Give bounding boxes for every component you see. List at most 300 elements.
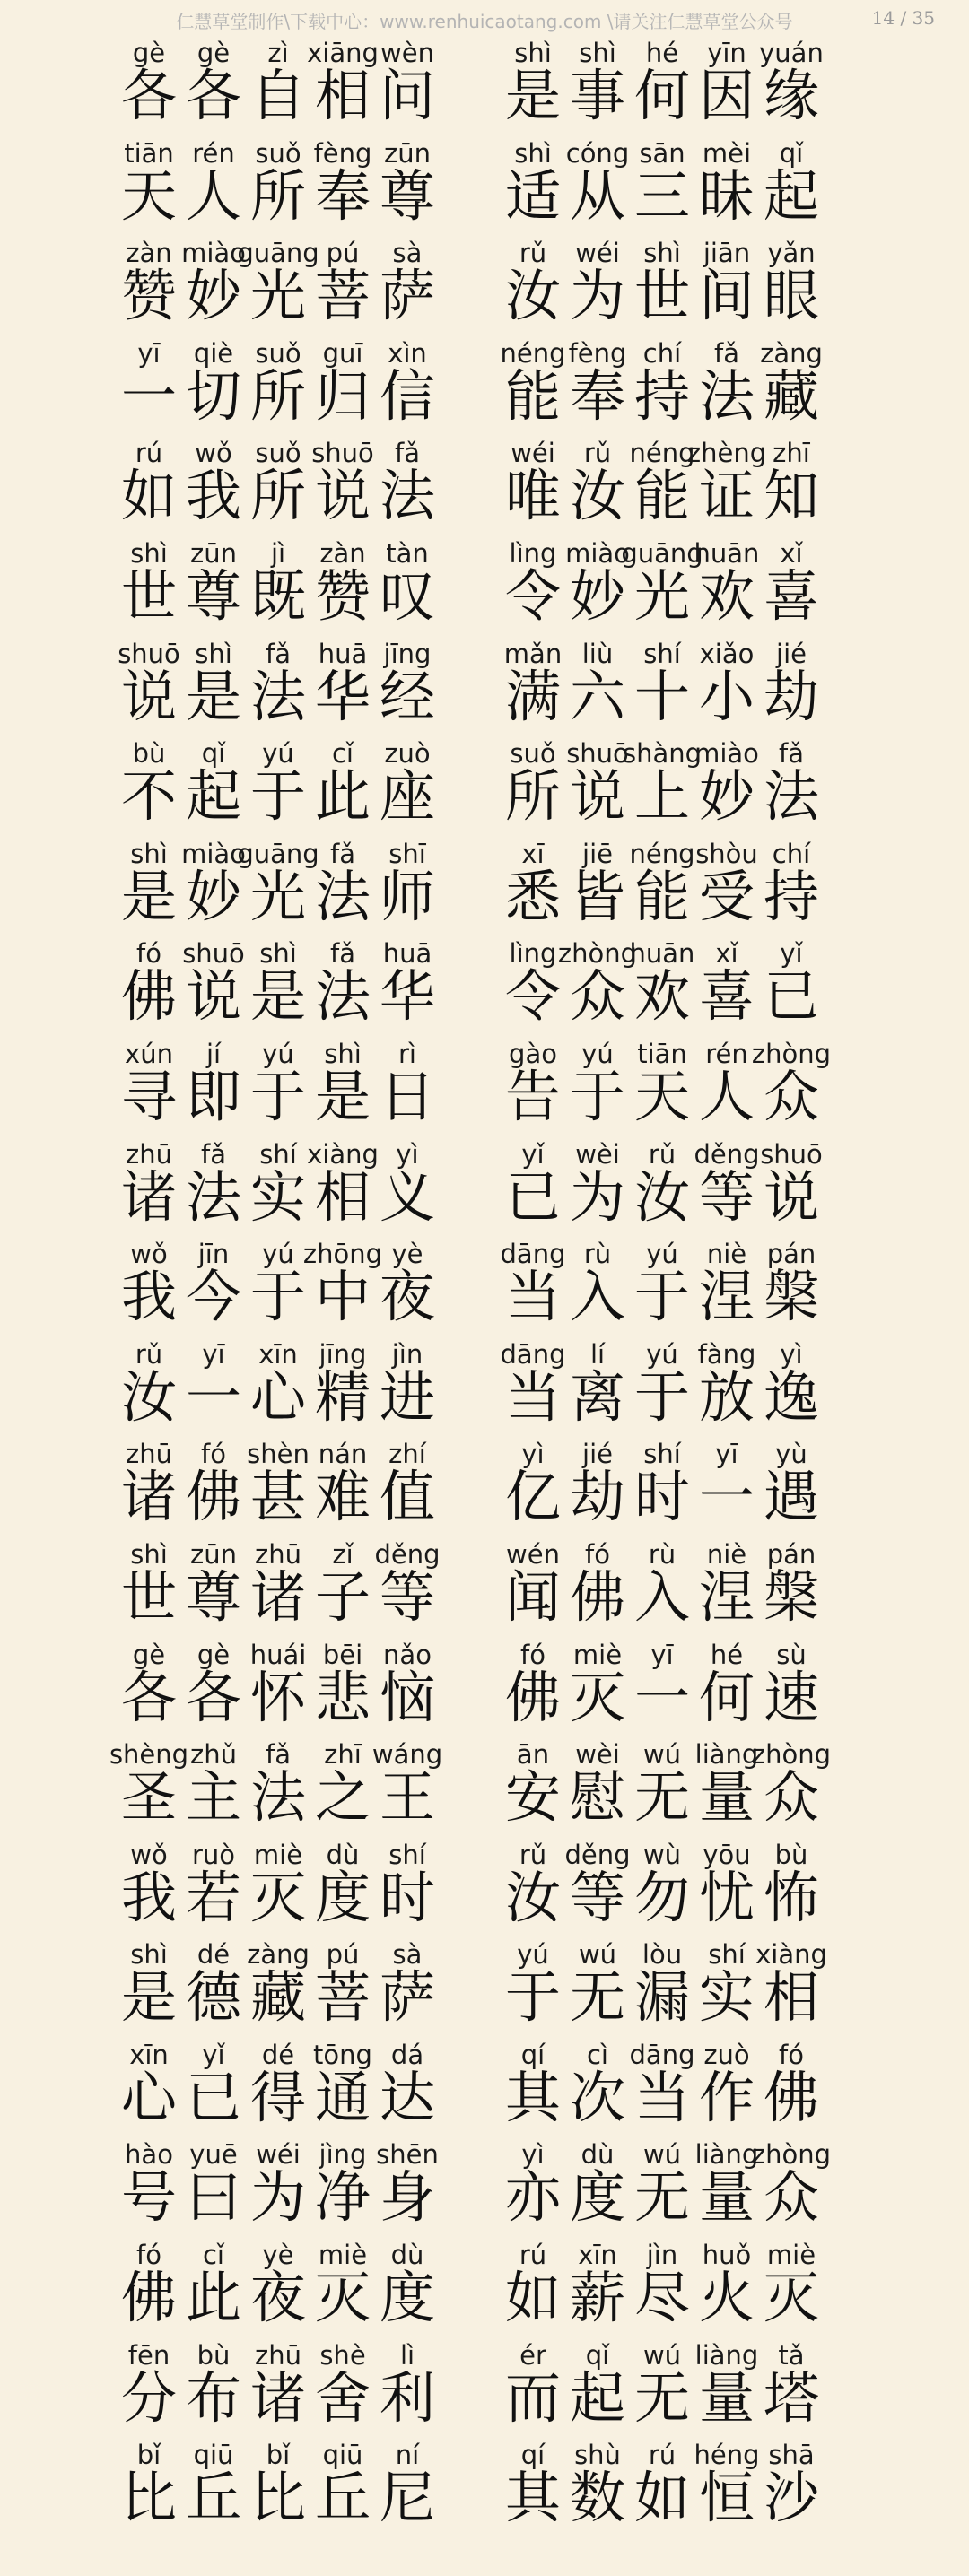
- hanzi: 尼: [379, 2465, 435, 2531]
- character-cell: [759, 835, 824, 936]
- pinyin: bù: [196, 2339, 231, 2371]
- pinyin: shòu: [695, 838, 758, 869]
- pinyin: zhòng: [751, 2139, 832, 2171]
- hanzi: 寻: [120, 1063, 177, 1129]
- character-cell: [751, 1035, 832, 1136]
- pinyin: wú: [578, 1939, 617, 1971]
- hanzi: 问: [379, 63, 435, 128]
- hanzi: 日: [379, 1063, 435, 1129]
- hanzi: 恒: [698, 2465, 755, 2531]
- hanzi: 各: [120, 63, 177, 128]
- pinyin: zhòng: [751, 1739, 832, 1771]
- hanzi: 悲: [314, 1664, 371, 1730]
- pinyin: yī: [650, 1639, 674, 1670]
- pinyin: fó: [520, 1639, 546, 1670]
- hanzi: 王: [379, 1764, 435, 1831]
- hanzi: 时: [379, 1864, 435, 1930]
- hanzi: 无: [633, 1764, 690, 1831]
- hanzi: 奉: [569, 362, 625, 429]
- pinyin: nǎo: [383, 1639, 432, 1670]
- hanzi: 已: [763, 963, 819, 1030]
- pinyin: fó: [201, 1439, 226, 1470]
- pinyin: yè: [391, 1239, 423, 1270]
- verse-right-phrase: [501, 1936, 827, 2036]
- pinyin: suǒ: [255, 438, 301, 469]
- pinyin: dù: [326, 1839, 360, 1870]
- pinyin: shuō: [760, 1138, 823, 1170]
- hanzi: 中: [314, 1264, 371, 1330]
- hanzi: 法: [698, 362, 755, 429]
- pinyin: miè: [318, 2240, 368, 2271]
- pinyin: dé: [196, 1939, 231, 1971]
- hanzi: 即: [185, 1063, 241, 1129]
- pinyin: xīn: [129, 2039, 169, 2070]
- verse-left-phrase: [117, 935, 440, 1035]
- pinyin: rǔ: [583, 438, 612, 469]
- hanzi: 于: [504, 1964, 561, 2031]
- character-cell: [759, 434, 824, 535]
- verse-left-phrase: [117, 2036, 440, 2137]
- hanzi: 槃: [763, 1264, 819, 1330]
- hanzi: 光: [249, 863, 306, 929]
- hanzi: 塔: [763, 2364, 819, 2431]
- hanzi: 所: [249, 362, 306, 429]
- verse-left-phrase: [117, 1836, 440, 1936]
- hanzi: 所: [504, 763, 561, 830]
- verse-right-phrase: [501, 2436, 824, 2537]
- hanzi: 当: [633, 2064, 690, 2130]
- hanzi: 遇: [763, 1464, 819, 1530]
- pinyin: pú: [326, 1939, 360, 1971]
- verse-right-phrase: [501, 34, 824, 135]
- page-indicator: 14 / 35: [871, 7, 935, 29]
- verse-line: [0, 234, 969, 335]
- pinyin: jīng: [319, 1338, 367, 1370]
- hanzi: 丘: [185, 2465, 241, 2531]
- hanzi: 汝: [120, 1363, 177, 1430]
- verse-left-phrase: [117, 835, 440, 936]
- pinyin: wú: [642, 2339, 682, 2371]
- pinyin: shì: [324, 1038, 362, 1069]
- hanzi: 悉: [504, 863, 561, 929]
- pinyin: zǐ: [332, 1538, 354, 1570]
- pinyin: liù: [581, 638, 614, 669]
- hanzi: 汝: [569, 463, 625, 529]
- hanzi: 切: [185, 362, 241, 429]
- hanzi: 作: [698, 2064, 755, 2130]
- verse-left-phrase: [117, 1435, 440, 1536]
- hanzi: 说: [314, 463, 371, 529]
- character-cell: [375, 2036, 440, 2137]
- character-cell: [375, 234, 440, 335]
- pinyin: fǎ: [266, 638, 291, 669]
- hanzi: 叹: [379, 562, 435, 629]
- character-cell: [751, 2136, 832, 2236]
- character-cell: [375, 2337, 440, 2437]
- pinyin: gào: [509, 1038, 557, 1069]
- hanzi: 薪: [569, 2265, 625, 2331]
- hanzi: 勿: [633, 1864, 690, 1930]
- hanzi: 曰: [185, 2164, 241, 2231]
- pinyin: chí: [642, 337, 682, 369]
- pinyin: wú: [642, 2139, 682, 2171]
- hanzi: 我: [120, 1264, 177, 1330]
- hanzi: 度: [379, 2265, 435, 2331]
- hanzi: 无: [569, 1964, 625, 2031]
- pinyin: wéi: [256, 2139, 301, 2171]
- hanzi: 闻: [504, 1563, 561, 1630]
- character-cell: [759, 2036, 824, 2137]
- pinyin: guāng: [237, 238, 319, 269]
- hanzi: 时: [633, 1464, 690, 1530]
- pinyin: rù: [648, 1538, 677, 1570]
- pinyin: néng: [629, 838, 695, 869]
- pinyin: shā: [768, 2440, 815, 2471]
- pinyin: rú: [648, 2440, 677, 2471]
- hanzi: 值: [379, 1464, 435, 1530]
- pinyin: shuō: [566, 738, 629, 770]
- hanzi: 佛: [504, 1664, 561, 1730]
- hanzi: 怀: [249, 1664, 306, 1730]
- pinyin: shēn: [376, 2139, 439, 2171]
- pinyin: yǐ: [780, 938, 803, 970]
- pinyin: hé: [645, 38, 679, 68]
- verse-line: [0, 1536, 969, 1636]
- hanzi: 今: [185, 1264, 241, 1330]
- hanzi: 亦: [504, 2164, 561, 2231]
- pinyin: rǔ: [519, 238, 547, 269]
- pinyin: qí: [520, 2039, 546, 2070]
- character-cell: [375, 1136, 440, 1236]
- hanzi: 是: [504, 63, 561, 128]
- pinyin: wǒ: [195, 438, 232, 469]
- hanzi: 信: [379, 362, 435, 429]
- verse-right-phrase: [501, 1235, 824, 1336]
- hanzi: 藏: [763, 362, 819, 429]
- pinyin: yè: [262, 2240, 294, 2271]
- pinyin: shì: [130, 537, 168, 569]
- pinyin: jìn: [391, 1338, 423, 1370]
- pinyin: sà: [392, 238, 423, 269]
- character-cell: [375, 735, 440, 835]
- pinyin: jí: [205, 1038, 222, 1069]
- pinyin: pán: [766, 1538, 816, 1570]
- verse-left-phrase: [117, 1536, 440, 1636]
- pinyin: shí: [388, 1839, 426, 1870]
- pinyin: zàn: [126, 238, 172, 269]
- pinyin: wú: [642, 1739, 682, 1771]
- pinyin: guāng: [621, 537, 703, 569]
- hanzi: 令: [504, 562, 561, 629]
- verse-right-phrase: [501, 135, 824, 235]
- hanzi: 是: [249, 963, 306, 1030]
- pinyin: zhī: [773, 438, 810, 469]
- verse-right-phrase: [501, 1536, 824, 1636]
- verse-right-phrase: [501, 2036, 824, 2137]
- pinyin: chí: [772, 838, 811, 869]
- pinyin: zhòng: [751, 1038, 832, 1069]
- pinyin: wèi: [575, 1739, 620, 1771]
- verse-line: [0, 2236, 969, 2337]
- hanzi: 因: [698, 63, 755, 128]
- hanzi: 归: [314, 362, 371, 429]
- verse-right-phrase: [501, 735, 824, 835]
- hanzi: 此: [185, 2265, 241, 2331]
- pinyin: jiān: [703, 238, 751, 269]
- pinyin: zūn: [190, 537, 237, 569]
- character-cell: [375, 1035, 440, 1136]
- pinyin: wù: [642, 1839, 682, 1870]
- hanzi: 萨: [379, 1964, 435, 2031]
- pinyin: fǎ: [779, 738, 804, 770]
- pinyin: yī: [137, 337, 161, 369]
- hanzi: 身: [379, 2164, 435, 2231]
- pinyin: zhī: [324, 1739, 362, 1771]
- hanzi: 佛: [120, 2265, 177, 2331]
- hanzi: 如: [120, 463, 177, 529]
- hanzi: 世: [633, 263, 690, 329]
- hanzi: 舍: [314, 2364, 371, 2431]
- pinyin: dé: [261, 2039, 295, 2070]
- verse-right-phrase: [501, 2136, 832, 2236]
- pinyin: niè: [706, 1239, 747, 1270]
- pinyin: tōng: [313, 2039, 372, 2070]
- pinyin: yǎn: [767, 238, 816, 269]
- pinyin: yì: [396, 1138, 419, 1170]
- verse-right-phrase: [501, 234, 824, 335]
- pinyin: wǒ: [130, 1839, 168, 1870]
- pinyin: yōu: [703, 1839, 751, 1870]
- pinyin: děng: [374, 1538, 441, 1570]
- pinyin: děng: [564, 1839, 631, 1870]
- pinyin: zūn: [190, 1538, 237, 1570]
- hanzi: 涅: [698, 1563, 755, 1630]
- hanzi: 主: [185, 1764, 241, 1831]
- character-cell: [375, 2436, 440, 2537]
- character-cell: [759, 935, 824, 1035]
- pinyin: xī: [521, 838, 545, 869]
- hanzi: 槃: [763, 1563, 819, 1630]
- character-cell: [759, 2337, 824, 2437]
- hanzi: 菩: [314, 263, 371, 329]
- character-cell: [375, 2236, 440, 2337]
- character-cell: [759, 1536, 824, 1636]
- verse-right-phrase: [501, 1435, 824, 1536]
- hanzi: 于: [249, 1063, 306, 1129]
- hanzi: 十: [633, 663, 690, 729]
- hanzi: 赞: [120, 263, 177, 329]
- pinyin: shì: [130, 1538, 168, 1570]
- hanzi: 已: [504, 1163, 561, 1230]
- pinyin: fó: [136, 938, 162, 970]
- pinyin: zhū: [126, 1138, 172, 1170]
- character-cell: [759, 1136, 824, 1236]
- pinyin: jīng: [383, 638, 432, 669]
- verse-left-phrase: [117, 1336, 440, 1436]
- hanzi: 萨: [379, 263, 435, 329]
- hanzi: 入: [633, 1563, 690, 1630]
- hanzi: 缘: [763, 63, 819, 128]
- pinyin: tiān: [637, 1038, 687, 1069]
- hanzi: 能: [633, 463, 690, 529]
- pinyin: zhū: [255, 2339, 301, 2371]
- verse-line: [0, 2036, 969, 2137]
- character-cell: [759, 2236, 824, 2337]
- pinyin: yuán: [759, 38, 824, 68]
- hanzi: 号: [120, 2164, 177, 2231]
- character-cell: [375, 335, 440, 435]
- hanzi: 等: [569, 1864, 625, 1930]
- hanzi: 劫: [763, 663, 819, 729]
- pinyin: huā: [382, 938, 432, 970]
- hanzi: 灭: [763, 2265, 819, 2331]
- pinyin: qǐ: [779, 137, 804, 169]
- pinyin: yì: [521, 1439, 545, 1470]
- verse-line: [0, 135, 969, 235]
- hanzi: 心: [120, 2064, 177, 2130]
- verse-right-phrase: [501, 1035, 832, 1136]
- character-cell: [759, 1235, 824, 1336]
- pinyin: cǐ: [202, 2240, 224, 2271]
- hanzi: 安: [504, 1764, 561, 1831]
- hanzi: 欢: [633, 963, 690, 1030]
- verse-left-phrase: [117, 34, 440, 135]
- hanzi: 灭: [249, 1864, 306, 1930]
- hanzi: 是: [120, 1964, 177, 2031]
- pinyin: néng: [629, 438, 695, 469]
- hanzi: 进: [379, 1363, 435, 1430]
- hanzi: 次: [569, 2064, 625, 2130]
- pinyin: yì: [780, 1338, 803, 1370]
- character-cell: [759, 2436, 824, 2537]
- verse-line: [0, 835, 969, 936]
- hanzi: 世: [120, 562, 177, 629]
- pinyin: dù: [390, 2240, 424, 2271]
- pinyin: wèi: [575, 1138, 620, 1170]
- hanzi: 放: [698, 1363, 755, 1430]
- verse-right-phrase: [501, 1336, 824, 1436]
- hanzi: 我: [120, 1864, 177, 1930]
- pinyin: tǎ: [778, 2339, 805, 2371]
- verse-line: [0, 2136, 969, 2236]
- hanzi: 一: [120, 362, 177, 429]
- verse-line: [0, 735, 969, 835]
- pinyin: fǎ: [714, 337, 739, 369]
- pinyin: suǒ: [255, 137, 301, 169]
- verse-line: [0, 1435, 969, 1536]
- hanzi: 比: [249, 2465, 306, 2531]
- verse-line: [0, 1636, 969, 1736]
- verse-right-phrase: [501, 434, 824, 535]
- verse-left-phrase: [117, 2436, 440, 2537]
- pinyin: jié: [582, 1439, 613, 1470]
- verse-line: [0, 1736, 969, 1836]
- pinyin: ér: [519, 2339, 546, 2371]
- hanzi: 唯: [504, 463, 561, 529]
- pinyin: zhǔ: [190, 1739, 237, 1771]
- pinyin: miào: [694, 738, 759, 770]
- verse-line: [0, 1035, 969, 1136]
- pinyin: shuō: [182, 938, 245, 970]
- hanzi: 起: [763, 162, 819, 229]
- hanzi: 量: [698, 2164, 755, 2231]
- pinyin: néng: [500, 337, 566, 369]
- pinyin: liàng: [694, 2339, 759, 2371]
- pinyin: fǎ: [330, 938, 355, 970]
- hanzi: 法: [249, 1764, 306, 1831]
- hanzi: 分: [120, 2364, 177, 2431]
- verse-right-phrase: [501, 635, 824, 735]
- pinyin: dāng: [500, 1239, 566, 1270]
- pinyin: huān: [694, 537, 760, 569]
- hanzi: 比: [120, 2465, 177, 2531]
- pinyin: miè: [572, 1639, 623, 1670]
- pinyin: zhōng: [302, 1239, 383, 1270]
- hanzi: 为: [249, 2164, 306, 2231]
- hanzi: 藏: [249, 1964, 306, 2031]
- pinyin: huǒ: [702, 2240, 752, 2271]
- pinyin: cì: [586, 2039, 608, 2070]
- hanzi: 华: [379, 963, 435, 1030]
- pinyin: shí: [643, 638, 681, 669]
- hanzi: 说: [185, 963, 241, 1030]
- pinyin: yì: [521, 2139, 545, 2171]
- hanzi: 光: [249, 263, 306, 329]
- pinyin: shì: [643, 238, 681, 269]
- pinyin: rén: [705, 1038, 748, 1069]
- pinyin: nán: [318, 1439, 368, 1470]
- pinyin: miào: [565, 537, 630, 569]
- hanzi: 恼: [379, 1664, 435, 1730]
- pinyin: bù: [132, 738, 166, 770]
- hanzi: 尽: [633, 2265, 690, 2331]
- hanzi: 量: [698, 2364, 755, 2431]
- hanzi: 不: [120, 763, 177, 830]
- character-cell: [759, 635, 824, 735]
- pinyin: zuò: [703, 2039, 750, 2070]
- pinyin: wén: [506, 1538, 560, 1570]
- pinyin: wéi: [575, 238, 620, 269]
- hanzi: 为: [569, 1163, 625, 1230]
- pinyin: héng: [694, 2440, 760, 2471]
- character-cell: [375, 135, 440, 235]
- pinyin: zì: [267, 38, 289, 68]
- pinyin: fǎ: [201, 1138, 226, 1170]
- hanzi: 离: [569, 1363, 625, 1430]
- pinyin: gè: [132, 38, 166, 68]
- pinyin: zàng: [760, 337, 823, 369]
- hanzi: 喜: [763, 562, 819, 629]
- hanzi: 说: [763, 1163, 819, 1230]
- hanzi: 其: [504, 2064, 561, 2130]
- pinyin: liàng: [694, 1739, 759, 1771]
- character-cell: [375, 635, 440, 735]
- character-cell: [755, 1936, 827, 2036]
- hanzi: 于: [633, 1264, 690, 1330]
- verse-line: [0, 1235, 969, 1336]
- character-cell: [375, 1936, 440, 2036]
- hanzi: 诸: [249, 2364, 306, 2431]
- pinyin: guī: [322, 337, 363, 369]
- hanzi: 德: [185, 1964, 241, 2031]
- hanzi: 法: [314, 863, 371, 929]
- hanzi: 而: [504, 2364, 561, 2431]
- hanzi: 若: [185, 1864, 241, 1930]
- pinyin: liàng: [694, 2139, 759, 2171]
- hanzi: 小: [698, 663, 755, 729]
- hanzi: 灭: [569, 1664, 625, 1730]
- character-cell: [375, 535, 440, 635]
